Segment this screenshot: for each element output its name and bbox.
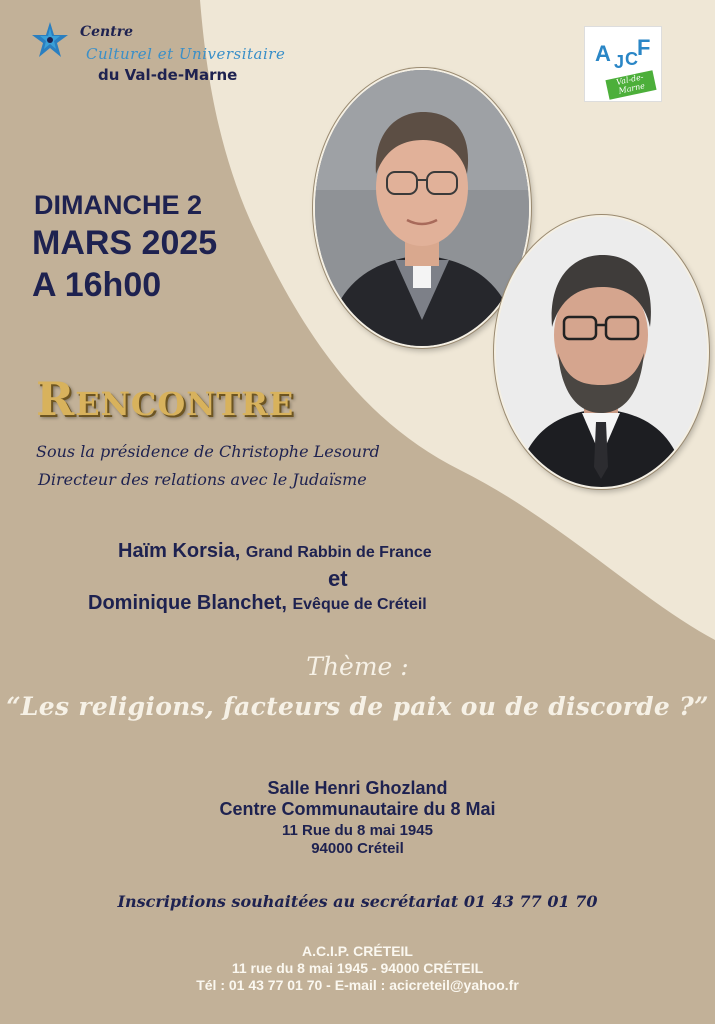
venue-center: Centre Communautaire du 8 Mai bbox=[219, 799, 496, 819]
registration-note: Inscriptions souhaitées au secrétariat 01 43 77 01 70 bbox=[117, 892, 598, 911]
presidency-line-2: Directeur des relations avec le Judaïsme bbox=[38, 470, 367, 489]
organizer-line-3: du Val-de-Marne bbox=[98, 66, 238, 84]
portrait-bishop bbox=[313, 68, 531, 348]
portrait-rabbi bbox=[494, 215, 709, 489]
speaker-2 bbox=[88, 592, 427, 615]
ajcf-tag: Val-de-Marne bbox=[605, 70, 656, 100]
footer-address: 11 rue du 8 mai 1945 - 94000 CRÉTEIL bbox=[231, 960, 484, 976]
venue-city: 94000 Créteil bbox=[311, 840, 404, 857]
organizer-line-2: Culturel et Universitaire bbox=[86, 45, 286, 63]
speaker-1-name: Haïm Korsia, bbox=[118, 540, 241, 562]
venue-street: 11 Rue du 8 mai 1945 bbox=[282, 822, 433, 839]
venue-room: Salle Henri Ghozland bbox=[267, 778, 448, 798]
ajcf-logo bbox=[584, 26, 662, 102]
event-time: A 16h00 bbox=[32, 266, 162, 304]
ajcf-letter-c: C bbox=[625, 49, 638, 69]
event-title: Rencontre bbox=[36, 372, 295, 426]
presidency-line-1: Sous la présidence de Christophe Lesourd bbox=[36, 442, 380, 461]
rabbi-portrait-image bbox=[496, 217, 707, 487]
theme-label: Thème : bbox=[306, 652, 409, 681]
ajcf-letter-j: J bbox=[614, 52, 625, 72]
speakers-conjunction: et bbox=[328, 566, 348, 591]
event-day: DIMANCHE 2 bbox=[34, 190, 203, 220]
speaker-2-name: Dominique Blanchet, bbox=[88, 592, 287, 614]
bishop-portrait-image bbox=[315, 70, 529, 346]
ajcf-letter-a: A bbox=[595, 41, 611, 66]
ajcf-letter-f: F bbox=[637, 35, 651, 60]
speaker-1 bbox=[118, 540, 432, 563]
star-logo-icon bbox=[30, 20, 70, 60]
footer-org: A.C.I.P. CRÉTEIL bbox=[302, 943, 413, 959]
speaker-2-role: Evêque de Créteil bbox=[292, 596, 427, 613]
organizer-line-1: Centre bbox=[80, 24, 133, 40]
theme-text: “Les religions, facteurs de paix ou de discorde ?” bbox=[6, 692, 709, 721]
speaker-1-role: Grand Rabbin de France bbox=[245, 544, 432, 561]
footer-contact: Tél : 01 43 77 01 70 - E-mail : acicreteil@yahoo.fr bbox=[196, 977, 519, 993]
event-month-year: MARS 2025 bbox=[32, 224, 218, 262]
